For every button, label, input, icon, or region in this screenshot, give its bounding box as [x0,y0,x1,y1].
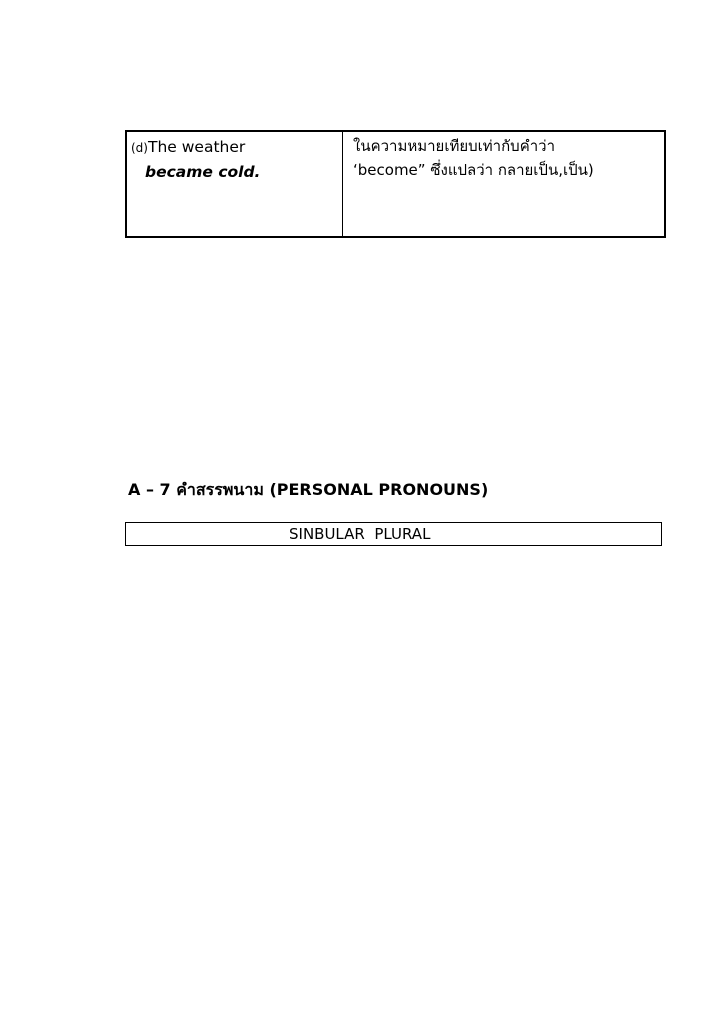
pronoun-table-header-row [125,522,662,546]
explanation-line1: ในความหมายเทียบเท่ากับคำว่า [353,137,556,155]
explanation-line2: ‘become” ซึ่งแปลว่า กลายเป็น,เป็น) [353,161,594,179]
example-sentence-line1 [131,137,338,158]
example-d-table [125,130,666,238]
explanation-cell [343,132,664,236]
pronoun-table-header-text: SINBULAR PLURAL [289,525,431,543]
example-subject-text: The weather [147,138,246,156]
example-predicate-text: became cold. [145,163,261,181]
section-heading: A – 7 คำสรรพนาม (PERSONAL PRONOUNS) [128,480,489,499]
example-marker: (d) [131,141,148,155]
example-sentence-cell [127,132,343,236]
